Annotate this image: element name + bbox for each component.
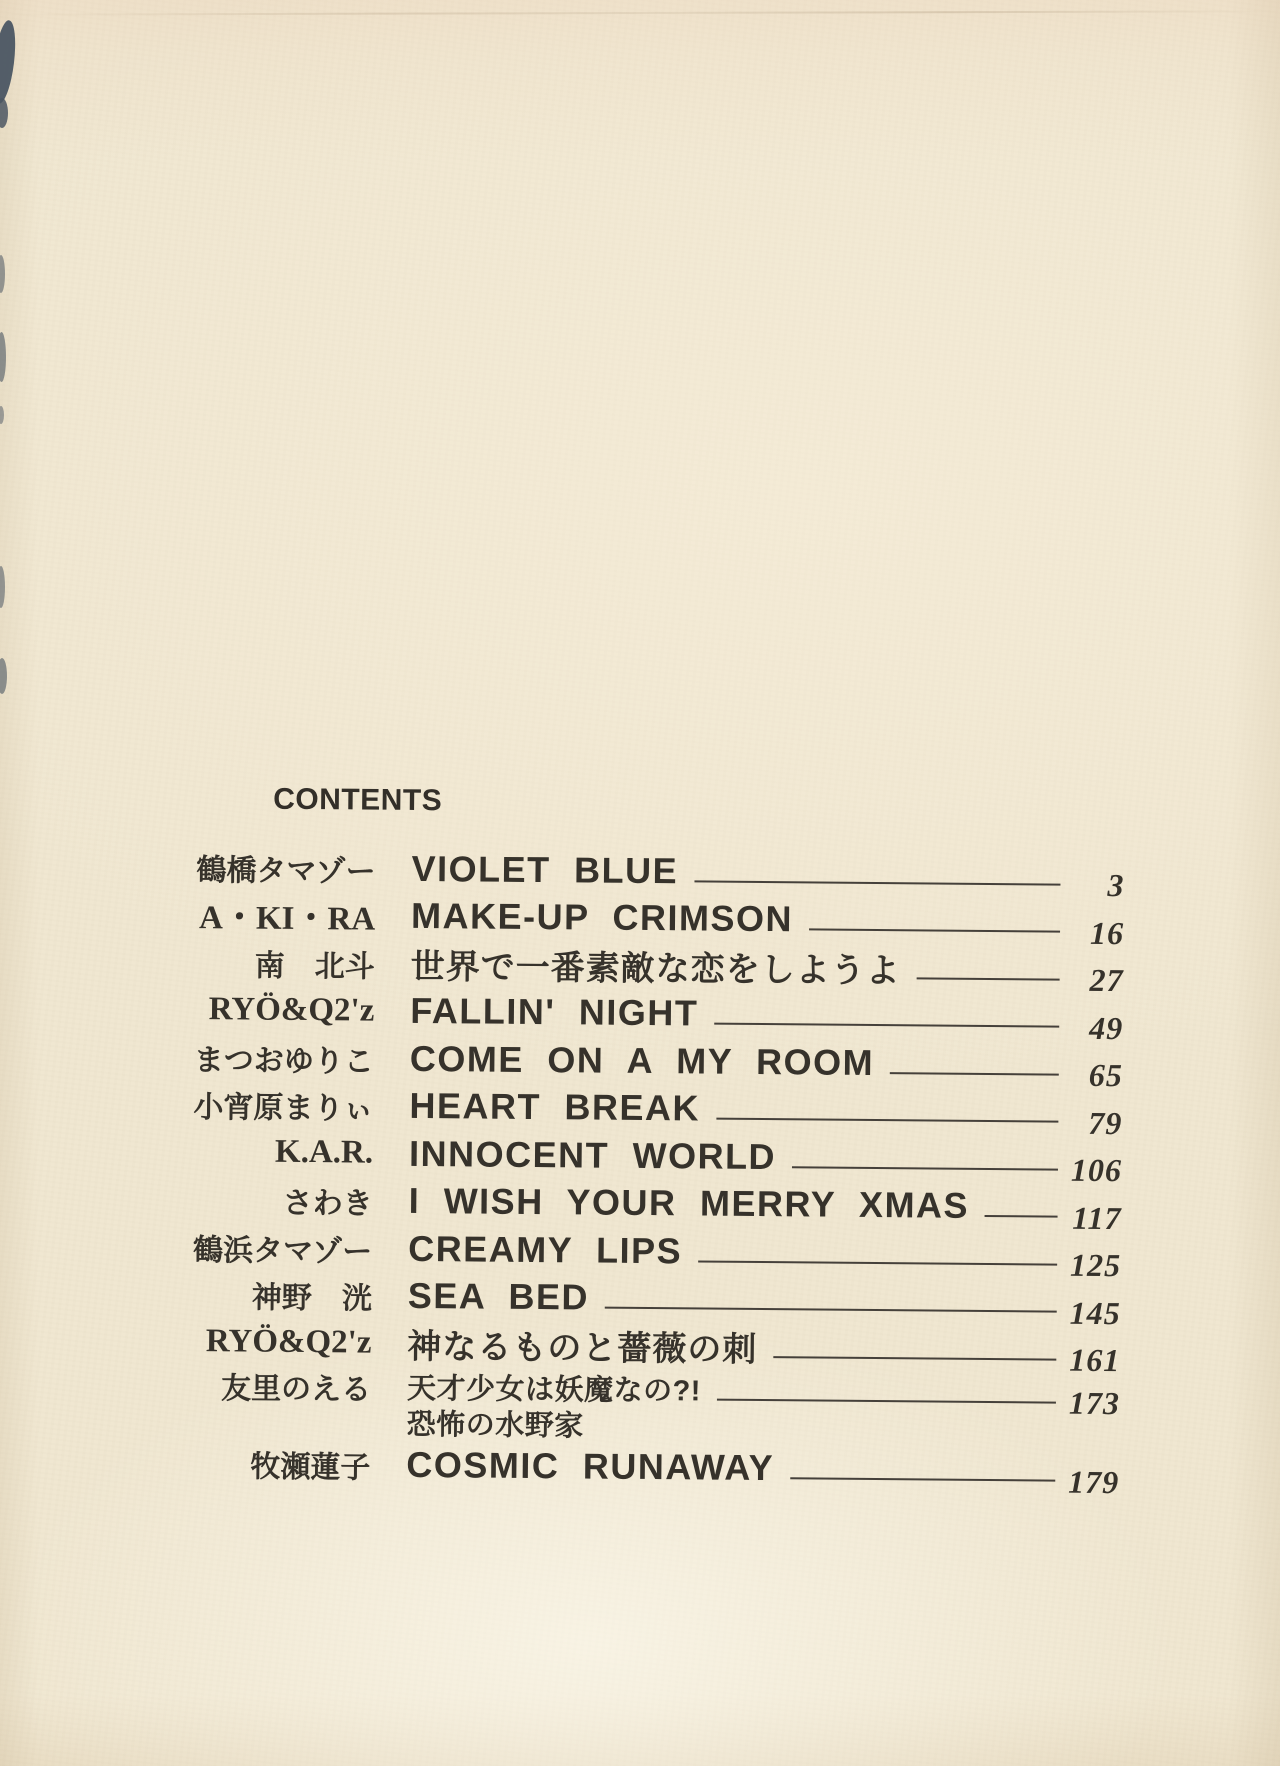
toc-page-number: 125 xyxy=(1069,1246,1122,1284)
toc-author: 神野 洸 xyxy=(251,1281,372,1316)
toc-page-number: 27 xyxy=(1089,962,1124,999)
toc-author: 牧瀬蓮子 xyxy=(250,1450,371,1485)
toc-page-number: 179 xyxy=(1068,1463,1120,1500)
toc-title: VIOLET BLUE xyxy=(411,847,679,892)
toc-title: 神なるものと薔薇の刺 xyxy=(407,1328,758,1370)
toc-title: FALLIN' NIGHT xyxy=(410,990,699,1034)
toc-entry xyxy=(175,1365,1121,1445)
toc-leader-rule xyxy=(716,1118,1058,1123)
toc-leader-rule xyxy=(714,1023,1059,1028)
toc-leader-rule xyxy=(698,1260,1057,1265)
toc-title: HEART BREAK xyxy=(409,1085,701,1129)
toc-page-number: 49 xyxy=(1089,1009,1124,1046)
toc-page-number: 65 xyxy=(1088,1057,1123,1094)
toc-entry xyxy=(176,1175,1122,1236)
toc-entry xyxy=(179,938,1124,999)
toc-title: INNOCENT WORLD xyxy=(408,1132,777,1177)
toc-leader-rule xyxy=(792,1166,1058,1170)
toc-title: MAKE-UP CRIMSON xyxy=(410,895,794,940)
toc-author: 友里のえる xyxy=(220,1371,372,1407)
toc-author: K.A.R. xyxy=(274,1133,374,1171)
toc-title: CREAMY LIPS xyxy=(408,1227,683,1272)
toc-page-number: 173 xyxy=(1068,1384,1121,1422)
toc-author: 南 北斗 xyxy=(254,949,375,984)
toc-leader-rule xyxy=(773,1356,1056,1360)
toc-entry xyxy=(178,1033,1123,1094)
toc-entry xyxy=(176,1223,1122,1284)
toc-author: A・KI・RA xyxy=(198,899,376,938)
toc-page-number: 106 xyxy=(1070,1151,1123,1189)
toc-leader-rule xyxy=(890,1072,1059,1075)
toc-page-number: 145 xyxy=(1069,1294,1121,1331)
toc-author: 小宵原まりぃ xyxy=(193,1091,374,1126)
toc-leader-rule xyxy=(985,1215,1058,1218)
toc-entry xyxy=(177,1128,1123,1189)
toc-title: COME ON A MY ROOM xyxy=(409,1037,875,1083)
toc-title-line2: 恐怖の水野家 xyxy=(406,1408,584,1443)
contents-heading: CONTENTS xyxy=(273,782,443,818)
toc-entry xyxy=(178,985,1124,1046)
toc-page-number: 161 xyxy=(1069,1341,1121,1379)
toc-leader-rule xyxy=(790,1478,1055,1482)
toc-author: 鶴橋タマゾー xyxy=(196,853,376,889)
toc-title: 世界で一番素敵な恋をしようよ xyxy=(410,948,901,991)
toc-page-number: 16 xyxy=(1089,914,1125,951)
toc-title: I WISH YOUR MERRY XMAS xyxy=(408,1180,970,1227)
toc-author: さわき xyxy=(282,1187,373,1221)
toc-leader-rule xyxy=(917,977,1060,980)
toc-leader-rule xyxy=(694,880,1060,885)
toc-entry xyxy=(179,843,1125,904)
toc-entry xyxy=(177,1080,1123,1141)
toc-page-number: 79 xyxy=(1088,1104,1123,1141)
toc-page-number: 3 xyxy=(1107,867,1125,904)
toc-entry xyxy=(174,1439,1120,1500)
toc-title-block xyxy=(407,1367,1121,1445)
toc-title: 天才少女は妖魔なの?! xyxy=(406,1372,702,1408)
toc-entry xyxy=(176,1270,1121,1331)
toc-title: COSMIC RUNAWAY xyxy=(406,1444,775,1489)
toc-leader-rule xyxy=(605,1307,1057,1313)
table-of-contents xyxy=(174,843,1125,1500)
toc-title: SEA BED xyxy=(407,1275,590,1318)
toc-entry xyxy=(179,890,1125,951)
toc-author: まつおゆりこ xyxy=(193,1043,375,1079)
toc-author: RYÖ&Q2'z xyxy=(205,1323,372,1361)
toc-author: 鶴浜タマゾー xyxy=(192,1233,373,1269)
toc-page-number: 117 xyxy=(1072,1199,1122,1236)
toc-leader-rule xyxy=(809,929,1060,933)
toc-leader-rule xyxy=(717,1398,1056,1403)
toc-author: RYÖ&Q2'z xyxy=(208,990,375,1029)
